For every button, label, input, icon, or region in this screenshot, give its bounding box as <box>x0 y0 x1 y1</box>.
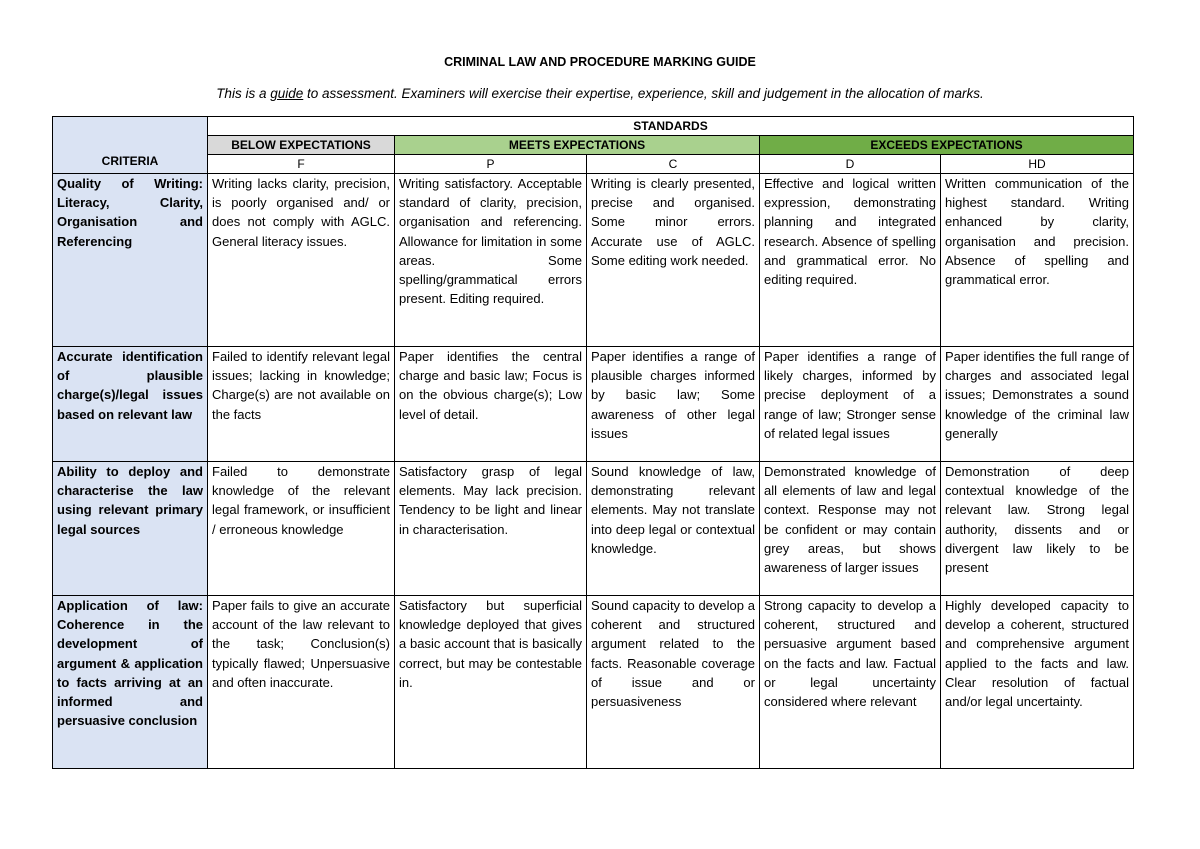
table-row <box>53 347 1134 462</box>
cell-application-hd: Highly developed capacity to develop a coherent, structured and comprehensive argument applied to the facts and law. Clear resolution of factual and/or legal uncertainty. <box>941 596 1134 769</box>
standards-header: STANDARDS <box>208 117 1134 136</box>
cell-quality-p: Writing satisfactory. Acceptable standard of clarity, precision, organisation and referencing. Allowance for limitation in some areas. Some spelling/grammatical errors present. Editing required. <box>395 174 587 347</box>
bands-header-row <box>53 136 1134 155</box>
cell-identification-f: Failed to identify relevant legal issues; lacking in knowledge; Charge(s) are not available on the facts <box>208 347 395 462</box>
document-subtitle <box>0 86 1200 101</box>
cell-application-f: Paper fails to give an accurate account of the law relevant to the task; Conclusion(s) typically flawed; Unpersuasive and often inaccurate. <box>208 596 395 769</box>
band-meets-expectations: MEETS EXPECTATIONS <box>395 136 760 155</box>
cell-quality-hd: Written communication of the highest standard. Writing enhanced by clarity, organisation and precision. Absence of spelling and grammatical error. <box>941 174 1134 347</box>
band-below-expectations: BELOW EXPECTATIONS <box>208 136 395 155</box>
grades-header-row <box>53 155 1134 174</box>
criterion-quality-of-writing: Quality of Writing: Literacy, Clarity, Organisation and Referencing <box>53 174 208 347</box>
cell-quality-c: Writing is clearly presented, precise and organised. Some minor errors. Accurate use of AGLC. Some editing work needed. <box>587 174 760 347</box>
band-exceeds-expectations: EXCEEDS EXPECTATIONS <box>760 136 1134 155</box>
cell-quality-f: Writing lacks clarity, precision, is poorly organised and/ or does not comply with AGLC. General literacy issues. <box>208 174 395 347</box>
subtitle-emphasis-guide: guide <box>270 86 304 101</box>
cell-identification-c: Paper identifies a range of plausible charges informed by basic law; Some awareness of other legal issues <box>587 347 760 462</box>
criteria-header: CRITERIA <box>53 117 208 174</box>
document-title: CRIMINAL LAW AND PROCEDURE MARKING GUIDE <box>444 55 756 69</box>
grade-p: P <box>395 155 587 174</box>
cell-application-c: Sound capacity to develop a coherent and structured argument related to the facts. Reasonable coverage of issue and or persuasiveness <box>587 596 760 769</box>
table-row <box>53 596 1134 769</box>
grade-hd: HD <box>941 155 1134 174</box>
cell-identification-hd: Paper identifies the full range of charges and associated legal issues; Demonstrates a sound knowledge of the criminal law generally <box>941 347 1134 462</box>
cell-deploy-d: Demonstrated knowledge of all elements of law and legal context. Response may not be confident or may contain grey areas, but shows awareness of larger issues <box>760 462 941 596</box>
cell-deploy-hd: Demonstration of deep contextual knowledge of the relevant law. Strong legal authority, dissents and or divergent law likely to be present <box>941 462 1134 596</box>
cell-quality-d: Effective and logical written expression, demonstrating planning and integrated research. Absence of spelling and grammatical error. No editing required. <box>760 174 941 347</box>
criterion-deploy-characterise-law: Ability to deploy and characterise the law using relevant primary legal sources <box>53 462 208 596</box>
criterion-accurate-identification: Accurate identification of plausible charge(s)/legal issues based on relevant law <box>53 347 208 462</box>
table-row <box>53 174 1134 347</box>
subtitle-text-end: to assessment. Examiners will exercise their expertise, experience, skill and judgement in the allocation of marks. <box>303 86 984 101</box>
cell-identification-p: Paper identifies the central charge and basic law; Focus is on the obvious charge(s); Low level of detail. <box>395 347 587 462</box>
cell-deploy-c: Sound knowledge of law, demonstrating relevant elements. May not translate into deep legal or contextual knowledge. <box>587 462 760 596</box>
subtitle-text-start: This is a <box>216 86 271 101</box>
criterion-application-of-law: Application of law: Coherence in the development of argument & application to facts arriving at an informed and persuasive conclusion <box>53 596 208 769</box>
cell-application-d: Strong capacity to develop a coherent, structured and persuasive argument based on the facts and law. Factual or legal uncertainty considered where relevant <box>760 596 941 769</box>
cell-application-p: Satisfactory but superficial knowledge deployed that gives a basic account that is basically correct, but may be contestable in. <box>395 596 587 769</box>
grade-d: D <box>760 155 941 174</box>
marking-rubric-table <box>52 116 1134 769</box>
cell-deploy-p: Satisfactory grasp of legal elements. May lack precision. Tendency to be light and linear in characterisation. <box>395 462 587 596</box>
cell-deploy-f: Failed to demonstrate knowledge of the relevant legal framework, or insufficient / erroneous knowledge <box>208 462 395 596</box>
cell-identification-d: Paper identifies a range of likely charges, informed by precise deployment of a range of law; Stronger sense of related legal issues <box>760 347 941 462</box>
standards-header-row <box>53 117 1134 136</box>
grade-f: F <box>208 155 395 174</box>
table-row <box>53 462 1134 596</box>
grade-c: C <box>587 155 760 174</box>
